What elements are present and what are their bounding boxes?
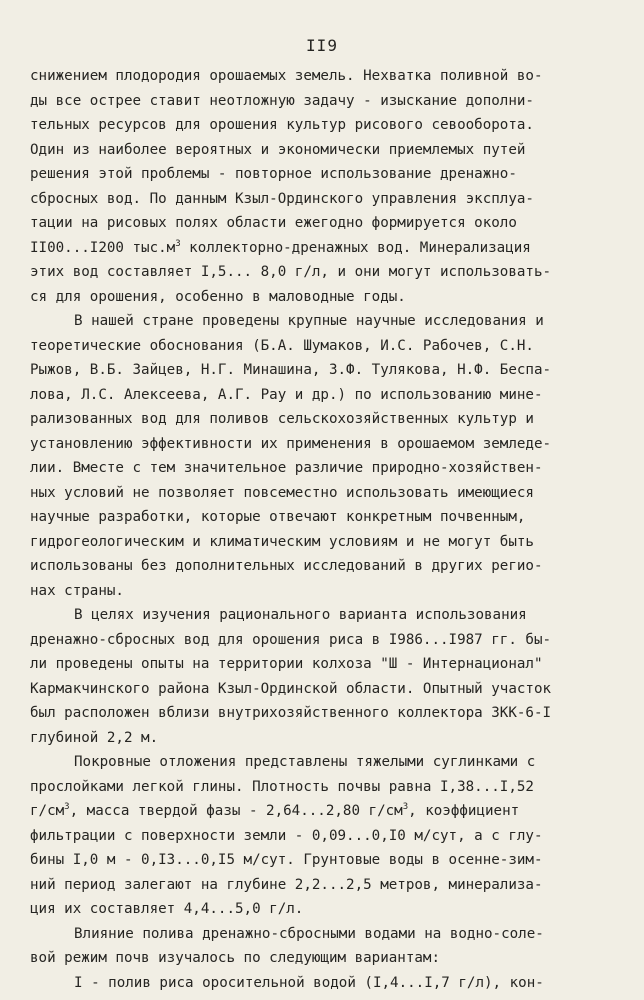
text-line [30, 799, 620, 824]
text-line [30, 89, 620, 114]
text-line-content: научные разработки, которые отвечают конкретным почвенным, [30, 509, 526, 525]
text-line [30, 922, 620, 947]
text-line-tail: , коэффициент [408, 803, 520, 819]
text-line [30, 187, 620, 212]
text-line [30, 113, 620, 138]
text-line [30, 701, 620, 726]
text-line-content: глубиной 2,2 м. [30, 729, 159, 746]
text-line [30, 824, 620, 849]
superscript: 3 [402, 802, 409, 812]
text-line [30, 162, 620, 187]
text-line-content: тации на рисовых полях области ежегодно формируется около [30, 215, 517, 231]
text-line [30, 432, 620, 457]
text-line-tail: коллекторно-дренажных вод. Минерализация [180, 239, 531, 256]
text-line [30, 775, 620, 800]
text-line [30, 358, 620, 383]
text-line-content: сбросных вод. По данным Кзыл-Ординского управления эксплуа- [30, 190, 534, 207]
text-line-content: ция их составляет 4,4...5,0 г/л. [30, 901, 304, 917]
text-line [30, 309, 620, 334]
text-line [30, 138, 620, 163]
text-line-content: ных условий не позволяет повсеместно использовать имеющиеся [30, 484, 534, 501]
text-line [30, 456, 620, 481]
text-line-content: вой режим почв изучалось по следующим вариантам: [30, 950, 440, 966]
text-line [30, 530, 620, 555]
text-line-content: лова, Л.С. Алексеева, А.Г. Рау и др.) по использованию мине- [30, 386, 543, 403]
text-line-content: Один из наиболее вероятных и экономически приемлемых путей [30, 141, 526, 158]
text-line [30, 579, 620, 604]
text-line [30, 334, 620, 359]
text-line [30, 285, 620, 310]
text-line [30, 971, 620, 996]
text-line-content: решения этой проблемы - повторное использование дренажно- [30, 166, 517, 182]
text-line-content: Кармакчинского района Кзыл-Ординской области. Опытный участок [30, 680, 552, 697]
text-line-content: нах страны. [30, 582, 124, 599]
text-line-content: ний период залегают на глубине 2,2...2,5 метров, минерализа- [30, 876, 543, 893]
text-line [30, 481, 620, 506]
body-text [30, 64, 620, 995]
text-line [30, 236, 620, 261]
text-line [30, 946, 620, 971]
text-line-content: Рыжов, В.Б. Зайцев, Н.Г. Минашина, З.Ф. Тулякова, Н.Ф. Беспа- [30, 362, 552, 378]
text-line-content: тельных ресурсов для орошения культур рисового севооборота. [30, 117, 534, 133]
text-line-content: рализованных вод для поливов сельскохозяйственных культур и [30, 411, 534, 427]
text-line [30, 652, 620, 677]
text-line-content: был расположен вблизи внутрихозяйственного коллектора ЗКК-6-I [30, 705, 552, 721]
text-line-content: В целях изучения рационального варианта использования [74, 607, 527, 623]
text-line [30, 750, 620, 775]
text-line-content: фильтрации с поверхности земли - 0,09...0,I0 м/сут, а с глу- [30, 827, 543, 844]
text-line-content: установлению эффективности их применения в орошаемом земледе- [30, 435, 552, 452]
text-line-content: Покровные отложения представлены тяжелыми суглинками с [74, 754, 536, 770]
text-line-content: теоретические обоснования (Б.А. Шумаков, И.С. Рабочев, С.Н. [30, 337, 534, 354]
text-line [30, 260, 620, 285]
text-line-content: ли проведены опыты на территории колхоза "Ш - Интернационал" [30, 656, 543, 672]
text-line [30, 603, 620, 628]
text-line-content: дренажно-сбросных вод для орошения риса в I986...I987 гг. бы- [30, 631, 552, 648]
text-line [30, 873, 620, 898]
text-line [30, 383, 620, 408]
text-line [30, 897, 620, 922]
text-line-content: ды все острее ставит неотложную задачу - изыскание дополни- [30, 92, 534, 109]
text-line [30, 211, 620, 236]
text-line [30, 677, 620, 702]
text-line-tail: , масса твердой фазы - 2,64...2,80 г/см [69, 803, 403, 819]
text-line-content: этих вод составляет I,5... 8,0 г/л, и они могут использовать- [30, 264, 552, 280]
text-line-content: лии. Вместе с тем значительное различие природно-хозяйствен- [30, 460, 543, 476]
text-line [30, 726, 620, 751]
text-line-content: В нашей стране проведены крупные научные исследования и [74, 313, 544, 329]
text-line [30, 407, 620, 432]
text-line [30, 554, 620, 579]
text-line-content: г/см [30, 803, 65, 819]
text-line [30, 848, 620, 873]
text-line-content: снижением плодородия орошаемых земель. Нехватка поливной во- [30, 68, 543, 84]
text-line [30, 628, 620, 653]
text-line-content: бины I,0 м - 0,I3...0,I5 м/сут. Грунтовые воды в осенне-зим- [30, 852, 543, 868]
text-line-content: гидрогеологическим и климатическим условиям и не могут быть [30, 533, 534, 550]
superscript: 3 [64, 802, 70, 812]
text-line-content: прослойками легкой глины. Плотность почвы равна I,38...I,52 [30, 778, 534, 795]
superscript: 3 [175, 238, 181, 249]
text-line-content: использованы без дополнительных исследований в других регио- [30, 558, 543, 574]
text-line-content: I - полив риса оросительной водой (I,4...I,7 г/л), кон- [74, 974, 544, 991]
text-line-content: ся для орошения, особенно в маловодные годы. [30, 288, 406, 305]
text-line-content: II00...I200 тыс.м [30, 239, 176, 256]
page-number: II9 [306, 36, 338, 55]
text-line [30, 505, 620, 530]
text-line-content: Влияние полива дренажно-сбросными водами на водно-соле- [74, 925, 544, 942]
text-line [30, 64, 620, 89]
